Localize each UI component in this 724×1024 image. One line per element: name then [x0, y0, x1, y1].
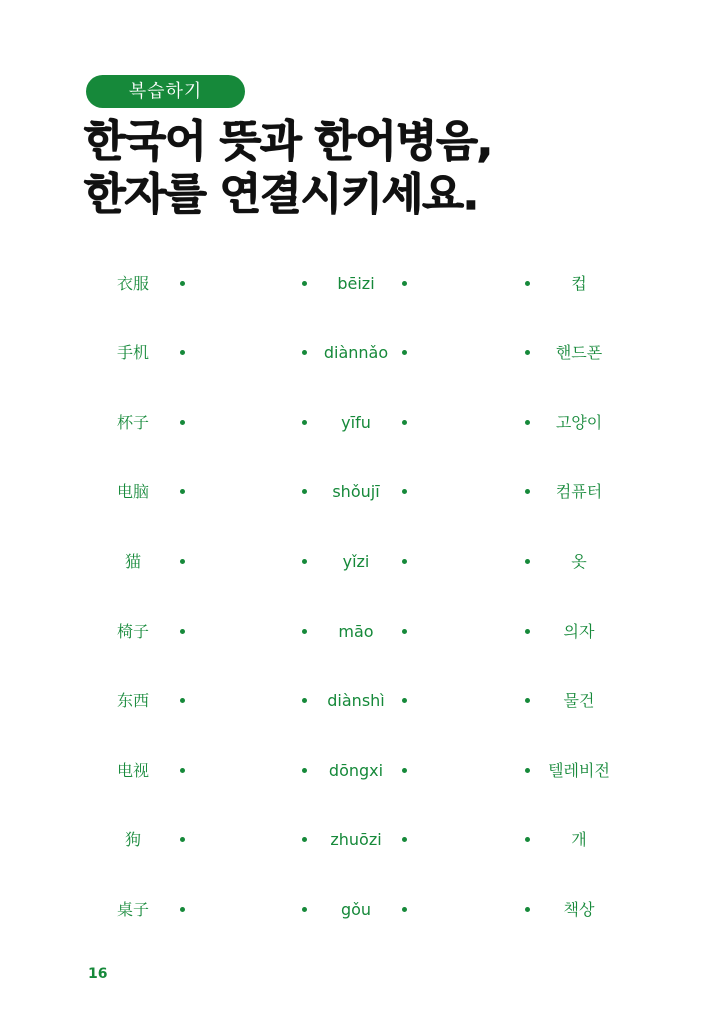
korean-item: 옷 — [571, 552, 587, 571]
hanzi-item: 电脑 — [116, 482, 149, 501]
hanzi-connector-dot[interactable] — [180, 768, 185, 773]
hanzi-item: 椅子 — [116, 622, 149, 641]
hanzi-connector-dot[interactable] — [180, 559, 185, 564]
pinyin-right-dot[interactable] — [402, 698, 407, 703]
hanzi-item: 桌子 — [116, 900, 149, 919]
hanzi-connector-dot[interactable] — [180, 420, 185, 425]
title-line-2: 한자를 연결시키세요. — [84, 170, 479, 220]
pinyin-right-dot[interactable] — [402, 559, 407, 564]
match-row — [0, 547, 724, 577]
pinyin-right-dot[interactable] — [402, 420, 407, 425]
match-row — [0, 895, 724, 925]
pinyin-right-dot[interactable] — [402, 629, 407, 634]
match-row — [0, 825, 724, 855]
korean-item: 텔레비전 — [548, 761, 610, 780]
hanzi-item: 东西 — [116, 691, 149, 710]
korean-connector-dot[interactable] — [525, 559, 530, 564]
hanzi-item: 电视 — [116, 761, 149, 780]
pinyin-right-dot[interactable] — [402, 350, 407, 355]
korean-item: 물건 — [563, 691, 595, 710]
pinyin-item: diànnǎo — [323, 343, 389, 362]
pinyin-item: māo — [338, 622, 374, 641]
hanzi-connector-dot[interactable] — [180, 489, 185, 494]
title-line-1: 한국어 뜻과 한어병음, — [84, 117, 493, 167]
korean-item: 의자 — [563, 622, 595, 641]
match-row — [0, 617, 724, 647]
hanzi-connector-dot[interactable] — [180, 907, 185, 912]
pinyin-item: diànshì — [327, 691, 385, 710]
korean-connector-dot[interactable] — [525, 420, 530, 425]
korean-item: 책상 — [563, 900, 595, 919]
hanzi-connector-dot[interactable] — [180, 629, 185, 634]
hanzi-connector-dot[interactable] — [180, 281, 185, 286]
pinyin-right-dot[interactable] — [402, 489, 407, 494]
korean-item: 개 — [571, 830, 587, 849]
pinyin-item: gǒu — [340, 900, 372, 919]
korean-connector-dot[interactable] — [525, 907, 530, 912]
hanzi-item: 杯子 — [116, 413, 149, 432]
pinyin-item: shǒujī — [332, 482, 380, 501]
hanzi-item: 狗 — [124, 830, 141, 849]
korean-connector-dot[interactable] — [525, 698, 530, 703]
review-badge: 복습하기 — [86, 75, 245, 108]
korean-connector-dot[interactable] — [525, 489, 530, 494]
korean-connector-dot[interactable] — [525, 350, 530, 355]
pinyin-item: yīfu — [341, 413, 371, 432]
korean-connector-dot[interactable] — [525, 837, 530, 842]
hanzi-connector-dot[interactable] — [180, 698, 185, 703]
page-number: 16 — [88, 966, 108, 982]
match-row — [0, 477, 724, 507]
pinyin-right-dot[interactable] — [402, 837, 407, 842]
pinyin-right-dot[interactable] — [402, 281, 407, 286]
pinyin-item: dōngxi — [328, 761, 384, 780]
pinyin-item: yǐzi — [342, 552, 370, 571]
pinyin-right-dot[interactable] — [402, 907, 407, 912]
match-row — [0, 269, 724, 299]
pinyin-item: zhuōzi — [330, 830, 382, 849]
match-row — [0, 686, 724, 716]
hanzi-connector-dot[interactable] — [180, 350, 185, 355]
korean-item: 컵 — [571, 274, 587, 293]
match-row — [0, 338, 724, 368]
korean-connector-dot[interactable] — [525, 281, 530, 286]
korean-item: 컴퓨터 — [555, 482, 603, 501]
korean-connector-dot[interactable] — [525, 768, 530, 773]
hanzi-item: 猫 — [124, 552, 141, 571]
match-row — [0, 408, 724, 438]
korean-item: 고양이 — [555, 413, 603, 432]
pinyin-right-dot[interactable] — [402, 768, 407, 773]
hanzi-item: 衣服 — [116, 274, 149, 293]
hanzi-connector-dot[interactable] — [180, 837, 185, 842]
korean-connector-dot[interactable] — [525, 629, 530, 634]
korean-item: 핸드폰 — [555, 343, 603, 362]
hanzi-item: 手机 — [116, 343, 149, 362]
match-row — [0, 756, 724, 786]
pinyin-item: bēizi — [337, 274, 375, 293]
